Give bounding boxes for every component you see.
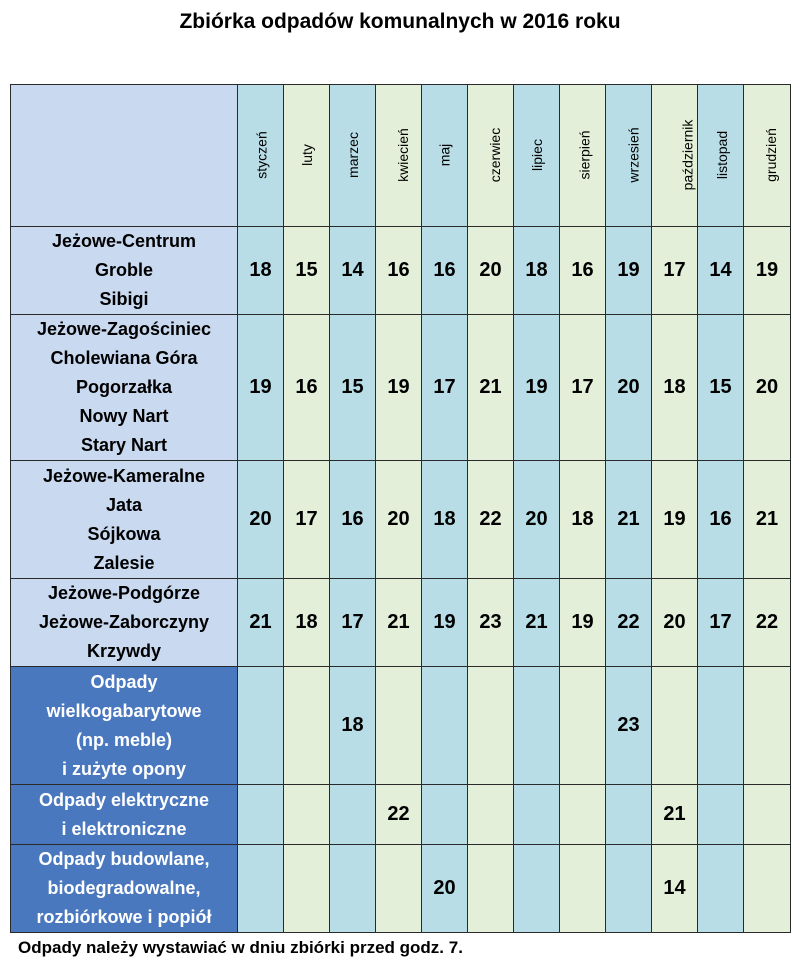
collection-day-cell [376,667,422,785]
month-label: listopad [714,130,731,179]
collection-day-cell [744,785,791,845]
waste-type-row [11,785,791,845]
collection-day-cell [284,845,330,933]
collection-day-cell: 18 [652,315,698,461]
collection-day-cell [744,845,791,933]
area-names-cell [11,227,238,315]
collection-day-cell [284,667,330,785]
area-name: Nowy Nart [79,406,169,426]
collection-day-cell [330,845,376,933]
collection-day-cell: 23 [468,579,514,667]
collection-day-cell [514,845,560,933]
waste-type-name: Odpady elektryczne [38,789,210,810]
area-name: Jeżowe-Podgórze [47,583,201,603]
page-title: Zbiórka odpadów komunalnych w 2016 roku [179,10,621,33]
month-header-cell [468,85,514,227]
collection-day-cell: 22 [468,461,514,579]
header-corner-cell [11,85,238,227]
collection-day-cell: 18 [238,227,284,315]
waste-type-name: biodegradowalne, [47,878,201,898]
collection-day-cell [238,845,284,933]
collection-day-cell: 18 [330,667,376,785]
collection-day-cell: 22 [376,785,422,845]
collection-day-cell [514,785,560,845]
collection-day-cell: 16 [422,227,468,315]
area-names-cell [11,579,238,667]
collection-day-cell: 16 [698,461,744,579]
month-label: wrzesień [625,126,642,183]
collection-day-cell: 18 [514,227,560,315]
collection-day-cell: 16 [330,461,376,579]
month-header-cell [422,85,468,227]
collection-day-cell: 17 [698,579,744,667]
area-name: Groble [94,260,153,280]
collection-day-cell: 14 [330,227,376,315]
collection-day-cell: 21 [376,579,422,667]
collection-day-cell [422,785,468,845]
collection-day-cell: 17 [560,315,606,461]
collection-day-cell [238,667,284,785]
collection-day-cell: 22 [606,579,652,667]
area-names-cell [11,315,238,461]
waste-type-name: i zużyte opony [61,758,186,779]
collection-day-cell: 21 [606,461,652,579]
area-names-cell [11,461,238,579]
area-name: Jata [105,494,143,515]
collection-day-cell: 20 [652,579,698,667]
month-header-cell [330,85,376,227]
collection-day-cell: 17 [422,315,468,461]
collection-day-cell: 20 [238,461,284,579]
waste-type-cell [11,785,238,845]
area-name: Jeżowe-Kameralne [42,465,206,486]
month-header-cell [744,85,791,227]
collection-day-cell: 21 [652,785,698,845]
collection-day-cell: 21 [238,579,284,667]
area-name: Pogorzałka [75,377,173,397]
month-header-cell [514,85,560,227]
month-header-cell [376,85,422,227]
collection-day-cell: 21 [468,315,514,461]
waste-type-name: Odpady [90,671,158,692]
month-header-cell [560,85,606,227]
collection-day-cell [238,785,284,845]
collection-day-cell [606,845,652,933]
area-name: Krzywdy [86,641,162,661]
waste-type-name: rozbiórkowe i popiół [36,907,212,927]
area-name: Zalesie [93,552,155,573]
collection-day-cell [652,667,698,785]
month-header-cell [284,85,330,227]
collection-day-cell: 19 [652,461,698,579]
area-name: Cholewiana Góra [50,348,198,368]
collection-day-cell: 21 [744,461,791,579]
month-header-row [11,85,791,227]
waste-type-name: i elektroniczne [61,818,187,839]
collection-day-cell: 23 [606,667,652,785]
collection-day-cell: 16 [560,227,606,315]
collection-day-cell [468,667,514,785]
collection-schedule-table [10,84,791,933]
collection-day-cell: 15 [330,315,376,461]
month-label: grudzień [762,127,779,182]
month-label: styczeń [253,130,270,179]
collection-day-cell: 18 [560,461,606,579]
collection-day-cell: 18 [422,461,468,579]
collection-day-cell: 15 [698,315,744,461]
collection-day-cell [560,667,606,785]
month-header-cell [238,85,284,227]
area-name: Sójkowa [87,523,161,544]
collection-day-cell [698,667,744,785]
month-label: sierpień [576,129,593,180]
waste-type-cell [11,667,238,785]
collection-day-cell: 19 [376,315,422,461]
collection-day-cell: 22 [744,579,791,667]
month-header-cell [698,85,744,227]
waste-type-name: (np. meble) [75,729,172,750]
collection-day-cell [514,667,560,785]
area-row [11,461,791,579]
collection-day-cell: 14 [652,845,698,933]
area-name: Jeżowe-Centrum [51,231,197,251]
month-label: luty [298,143,315,166]
area-row [11,315,791,461]
collection-day-cell [606,785,652,845]
collection-day-cell: 17 [330,579,376,667]
collection-day-cell [560,785,606,845]
footer-note: Odpady należy wystawiać w dniu zbiórki przed godz. 7. [18,938,463,957]
waste-type-row [11,667,791,785]
collection-day-cell: 20 [468,227,514,315]
collection-day-cell [330,785,376,845]
area-name: Jeżowe-Zagościniec [36,319,212,339]
waste-type-name: wielkogabarytowe [46,700,202,721]
month-label: kwiecień [394,127,411,182]
collection-day-cell [468,785,514,845]
month-label: maj [436,143,453,166]
waste-type-cell [11,845,238,933]
area-name: Jeżowe-Zaborczyny [38,612,210,632]
collection-day-cell: 16 [376,227,422,315]
month-label: marzec [344,131,361,178]
waste-type-row [11,845,791,933]
collection-day-cell: 14 [698,227,744,315]
month-header-cell [652,85,698,227]
collection-day-cell: 20 [744,315,791,461]
collection-day-cell: 20 [514,461,560,579]
collection-day-cell: 20 [606,315,652,461]
collection-day-cell: 19 [514,315,560,461]
collection-day-cell: 16 [284,315,330,461]
collection-day-cell [376,845,422,933]
collection-day-cell: 19 [744,227,791,315]
collection-day-cell: 19 [560,579,606,667]
month-label: czerwiec [487,127,504,182]
waste-type-name: Odpady budowlane, [38,849,210,869]
area-row [11,579,791,667]
collection-day-cell: 19 [422,579,468,667]
collection-day-cell: 21 [514,579,560,667]
collection-day-cell [698,785,744,845]
collection-day-cell [422,667,468,785]
collection-day-cell [698,845,744,933]
collection-day-cell: 19 [606,227,652,315]
collection-day-cell [560,845,606,933]
month-label: lipiec [528,138,545,171]
collection-day-cell [284,785,330,845]
collection-day-cell: 18 [284,579,330,667]
month-label: październik [679,119,696,190]
area-row [11,227,791,315]
area-name: Sibigi [99,289,149,309]
area-name: Stary Nart [80,435,168,455]
collection-day-cell: 17 [652,227,698,315]
collection-day-cell: 17 [284,461,330,579]
collection-day-cell [744,667,791,785]
month-header-cell [606,85,652,227]
collection-day-cell: 19 [238,315,284,461]
collection-day-cell: 20 [376,461,422,579]
collection-day-cell: 20 [422,845,468,933]
collection-day-cell: 15 [284,227,330,315]
collection-day-cell [468,845,514,933]
